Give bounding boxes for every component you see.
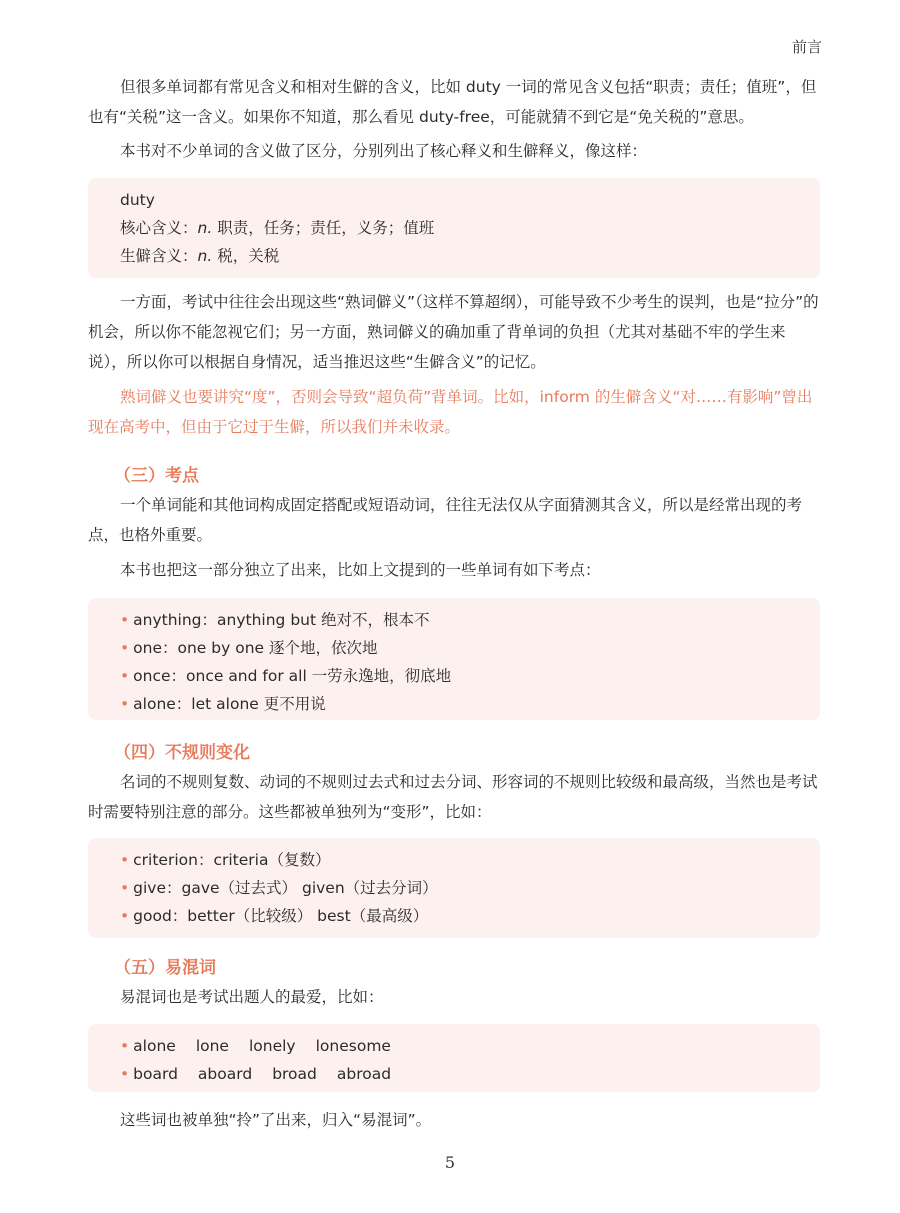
word-group: • alone lone lonely lonesome [120, 1037, 391, 1055]
paragraph: 这些词也被单独“拎”了出来，归入“易混词”。 [120, 1111, 432, 1129]
list-item: • alone：let alone 更不用说 [120, 695, 326, 713]
rare-meaning: 生僻含义：n. 税，关税 [120, 247, 280, 265]
list-item: • anything：anything but 绝对不，根本不 [120, 611, 430, 629]
section-heading: （四）不规则变化 [114, 743, 250, 763]
paragraph: 本书对不少单词的含义做了区分，分别列出了核心释义和生僻释义，像这样： [120, 142, 648, 160]
paragraph: 一个单词能和其他词构成固定搭配或短语动词，往往无法仅从字面猜测其含义，所以是经常出现的考点，也格外重要。 [88, 496, 803, 544]
example-word: duty [120, 191, 155, 209]
section-heading: （五）易混词 [114, 958, 216, 978]
paragraph: 但很多单词都有常见含义和相对生僻的含义，比如 duty 一词的常见含义包括“职责；责任；值班”，但也有“关税”这一含义。如果你不知道，那么看见 duty-free，可能就猜不到它是“免关税的”意思。 [88, 78, 817, 126]
confusable-words-box [88, 1024, 820, 1092]
list-item: • criterion：criteria（复数） [120, 851, 331, 869]
list-item: • once：once and for all 一劳永逸地，彻底地 [120, 667, 452, 685]
paragraph: 本书也把这一部分独立了出来，比如上文提到的一些单词有如下考点： [120, 561, 601, 579]
list-item: • good：better（比较级） best（最高级） [120, 907, 429, 925]
core-meaning: 核心含义：n. 职责，任务；责任，义务；值班 [120, 219, 435, 237]
paragraph: 易混词也是考试出题人的最爱，比如： [120, 988, 384, 1006]
example-box-duty [88, 178, 820, 278]
list-item: • give：gave（过去式） given（过去分词） [120, 879, 438, 897]
page-number: 5 [444, 1153, 456, 1172]
paragraph: 名词的不规则复数、动词的不规则过去式和过去分词、形容词的不规则比较级和最高级，当然也是考试时需要特别注意的部分。这些都被单独列为“变形”，比如： [88, 773, 818, 821]
section-heading: （三）考点 [114, 466, 199, 486]
highlighted-note: 熟词僻义也要讲究“度”，否则会导致“超负荷”背单词。比如，inform 的生僻含义“对……有影响”曾出现在高考中，但由于它过于生僻，所以我们并未收录。 [88, 388, 813, 436]
paragraph: 一方面，考试中往往会出现这些“熟词僻义”（这样不算超纲），可能导致不少考生的误判，也是“拉分”的机会，所以你不能忽视它们；另一方面，熟词僻义的确加重了背单词的负担（尤其对基础不牢的学生来说），所以你可以根据自身情况，适当推迟这些“生僻含义”的记忆。 [88, 293, 819, 371]
list-item: • one：one by one 逐个地，依次地 [120, 639, 378, 657]
running-header: 前言 [791, 38, 822, 56]
collocation-box [88, 598, 820, 720]
word-group: • board aboard broad abroad [120, 1065, 392, 1083]
irregular-forms-box [88, 838, 820, 938]
